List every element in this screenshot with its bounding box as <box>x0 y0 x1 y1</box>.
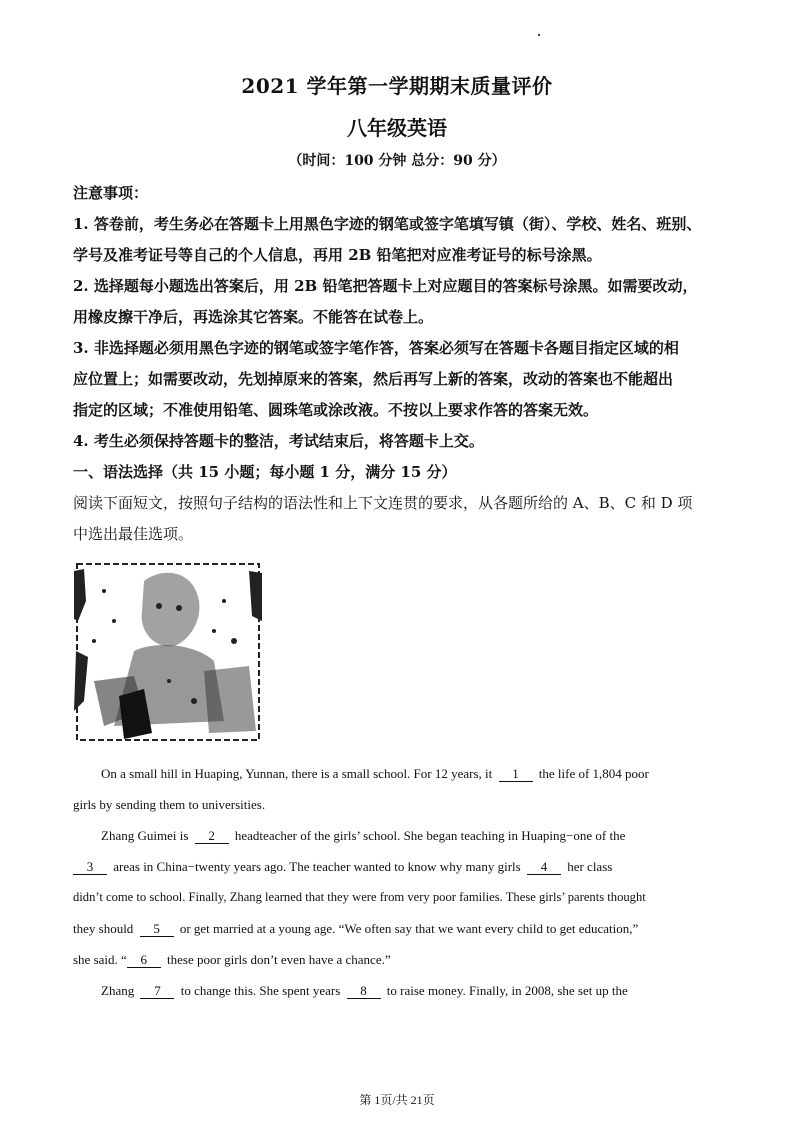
blank-7: 7 <box>140 983 174 999</box>
blank-8: 8 <box>347 983 381 999</box>
teacher-photo <box>74 561 262 743</box>
blank-5: 5 <box>140 921 174 937</box>
note-line: 1. 答卷前，考生务必在答题卡上用黑色字迹的钢笔或签字笔填写镇（街）、学校、姓名、班别、 <box>73 215 702 233</box>
note-line: 指定的区域；不准使用铅笔、圆珠笔或涂改液。不按以上要求作答的答案无效。 <box>73 401 599 419</box>
section-instruction: 中选出最佳选项。 <box>73 525 194 543</box>
note-line: 用橡皮擦干净后，再选涂其它答案。不能答在试卷上。 <box>73 308 434 326</box>
passage-fragment: she said. “ <box>73 952 127 967</box>
passage-fragment: they should <box>73 921 134 936</box>
page-number: 第 1页/共 21页 <box>359 1093 435 1107</box>
note-line: 3. 非选择题必须用黑色字迹的钢笔或签字笔作答，答案必须写在答题卡各题目指定区域的相 <box>73 339 679 357</box>
passage-line <box>73 758 723 789</box>
passage-fragment: her class <box>567 859 613 874</box>
blank-3: 3 <box>73 859 107 875</box>
note-line: 应位置上；如需要改动，先划掉原来的答案，然后再写上新的答案，改动的答案也不能超出 <box>73 370 674 388</box>
passage-fragment: the life of 1,804 poor <box>538 766 649 781</box>
passage-line <box>73 820 723 851</box>
notes-heading: 注意事项： <box>73 184 149 202</box>
passage-line: girls by sending them to universities. <box>73 797 266 812</box>
passage-fragment: to change this. She spent years <box>180 983 341 998</box>
note-line: 学号及准考证号等自己的个人信息，再用 2B 铅笔把对应准考证号的标号涂黑。 <box>73 246 602 264</box>
exam-title: 2021 学年第一学期期末质量评价 <box>241 74 553 98</box>
passage-fragment: or get married at a young age. “We often say that we want every child to get education,” <box>179 921 639 936</box>
passage-line <box>73 913 723 944</box>
passage-fragment: headteacher of the girls’ school. She began teaching in Huaping−one of the <box>234 828 626 843</box>
passage-fragment: these poor girls don’t even have a chance.” <box>167 952 391 967</box>
passage-line: didn’t come to school. Finally, Zhang learned that they were from very poor families. These girls’ parents thought <box>73 890 646 904</box>
passage-fragment: areas in China−twenty years ago. The teacher wanted to know why many girls <box>113 859 521 874</box>
passage-fragment: On a small hill in Huaping, Yunnan, there is a small school. For 12 years, it <box>101 766 493 781</box>
scan-speck <box>538 34 540 36</box>
time-score-line: （时间：100 分钟 总分：90 分） <box>288 153 506 169</box>
section-title: 一、语法选择（共 15 小题；每小题 1 分，满分 15 分） <box>73 463 457 481</box>
blank-6: 6 <box>127 952 161 968</box>
note-line: 2. 选择题每小题选出答案后，用 2B 铅笔把答题卡上对应题目的答案标号涂黑。如需要改动， <box>73 277 698 295</box>
notes-block <box>73 178 725 550</box>
passage-fragment: to raise money. Finally, in 2008, she set up the <box>386 983 628 998</box>
subject-title: 八年级英语 <box>347 116 447 140</box>
blank-4: 4 <box>527 859 561 875</box>
passage-line <box>73 975 723 1006</box>
blank-1: 1 <box>499 766 533 782</box>
passage-text <box>73 758 723 1006</box>
passage-line <box>73 851 723 882</box>
blank-2: 2 <box>195 828 229 844</box>
passage-line <box>73 944 723 975</box>
passage-fragment: Zhang Guimei is <box>101 828 189 843</box>
note-line: 4. 考生必须保持答题卡的整洁，考试结束后，将答题卡上交。 <box>73 432 484 450</box>
passage-fragment: Zhang <box>101 983 135 998</box>
section-instruction: 阅读下面短文，按照句子结构的语法性和上下文连贯的要求，从各题所给的 A、B、C 和 D 项 <box>73 494 693 512</box>
